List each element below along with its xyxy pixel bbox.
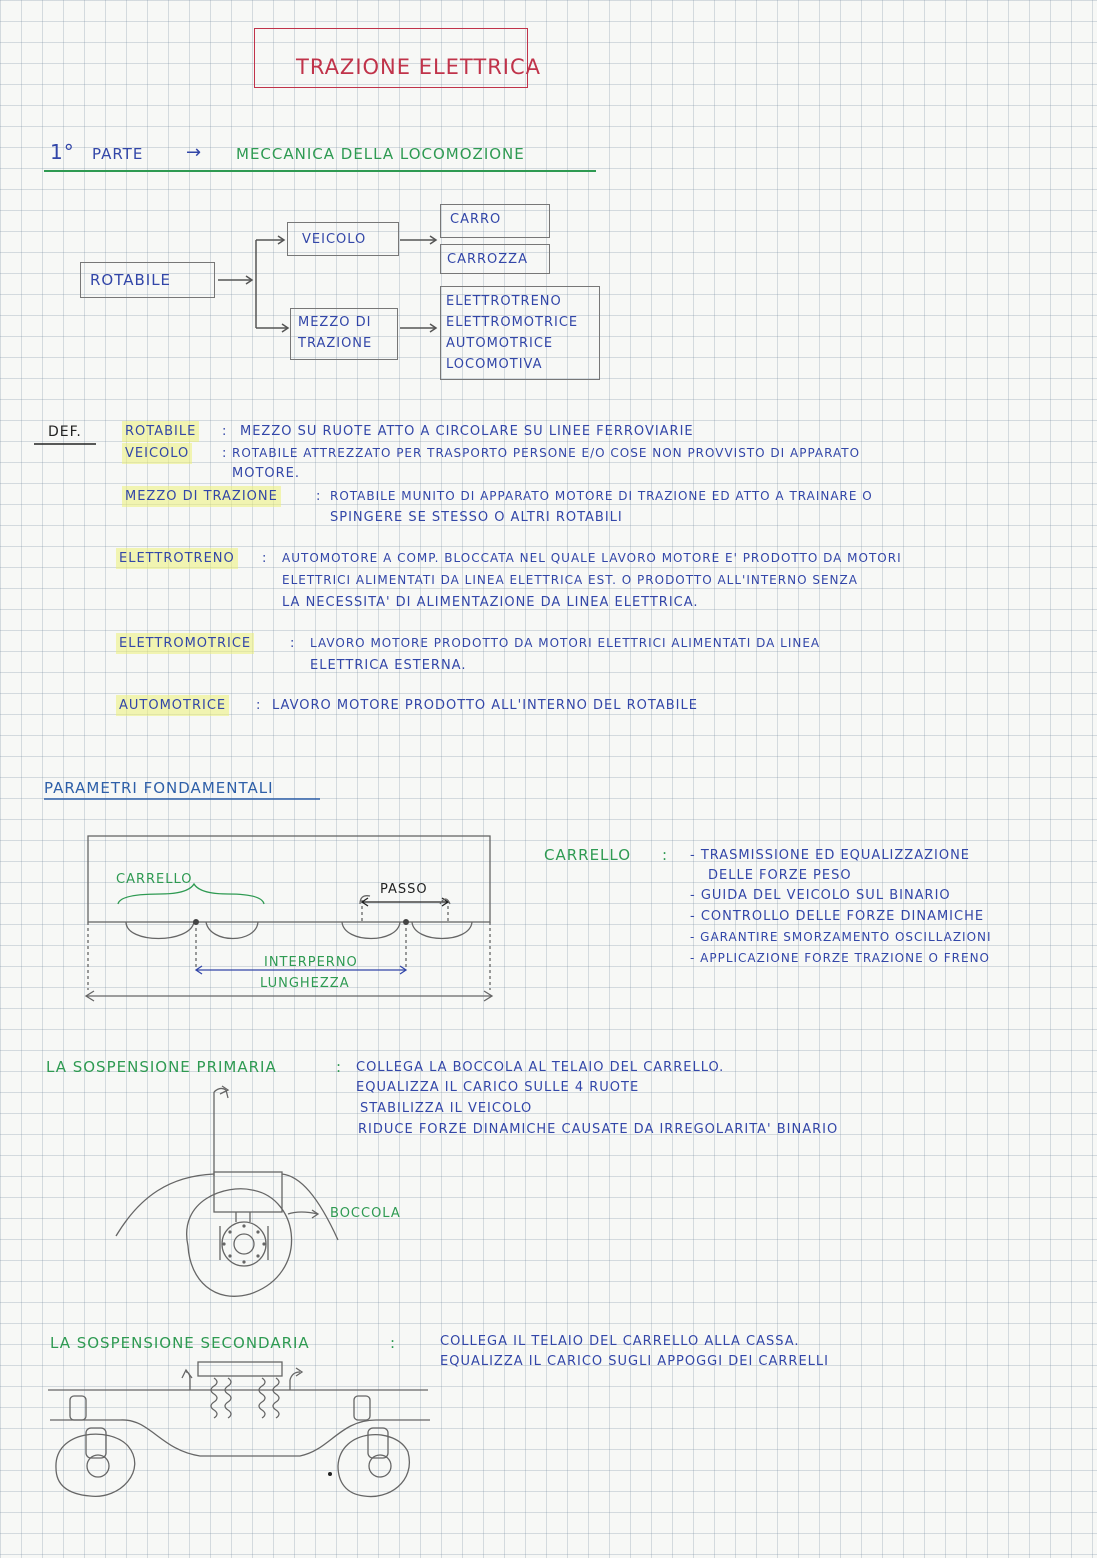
primaria-line-3: STABILIZZA IL VEICOLO [360,1101,533,1116]
carrello-sep: : [662,846,668,864]
mezzo-type-4: LOCOMOTIVA [446,357,543,372]
primaria-line-2: EQUALIZZA IL CARICO SULLE 4 RUOTE [356,1080,640,1095]
secondaria-line-2: EQUALIZZA IL CARICO SUGLI APPOGGI DEI CARRELLI [440,1354,829,1369]
mezzo-label-2: TRAZIONE [298,336,373,351]
primaria-heading: LA SOSPENSIONE PRIMARIA [46,1058,277,1076]
def-sep-rotabile: : [222,424,227,439]
def-text-mezzo-1: ROTABILE MUNITO DI APPARATO MOTORE DI TRAZIONE ED ATTO A TRAINARE O [330,489,873,503]
def-text-elettrotreno-1: AUTOMOTORE A COMP. BLOCCATA NEL QUALE LAVORO MOTORE E' PRODOTTO DA MOTORI [282,551,902,565]
boccola-label: BOCCOLA [330,1206,401,1221]
def-marker: DEF. [48,424,82,440]
carrozza-label: CARROZZA [447,252,528,267]
def-sep-mezzo: : [316,489,321,504]
def-sep-elettrotreno: : [262,551,267,566]
def-text-elettromotrice-2: ELETTRICA ESTERNA. [310,658,467,673]
def-sep-elettromotrice: : [290,636,295,651]
def-text-elettrotreno-2: ELETTRICI ALIMENTATI DA LINEA ELETTRICA EST. O PRODOTTO ALL'INTERNO SENZA [282,573,858,587]
carrello-point-2: - GUIDA DEL VEICOLO SUL BINARIO [690,888,951,903]
mezzo-type-1: ELETTROTRENO [446,294,562,309]
carrello-point-4: - GARANTIRE SMORZAMENTO OSCILLAZIONI [690,930,992,944]
def-text-elettromotrice-1: LAVORO MOTORE PRODOTTO DA MOTORI ELETTRICI ALIMENTATI DA LINEA [310,636,821,650]
veicolo-label: VEICOLO [302,232,367,247]
carrello-point-1: - TRASMISSIONE ED EQUALIZZAZIONE [690,848,971,863]
def-text-veicolo-1: ROTABILE ATTREZZATO PER TRASPORTO PERSONE E/O COSE NON PROVVISTO DI APPARATO [232,446,861,460]
carrello-point-3: - CONTROLLO DELLE FORZE DINAMICHE [690,909,985,924]
secondaria-sep: : [390,1334,396,1352]
section-heading: MECCANICA DELLA LOCOMOZIONE [236,145,525,163]
def-text-veicolo-2: MOTORE. [232,466,301,481]
carrello-point-1b: DELLE FORZE PESO [708,868,852,883]
passo-label: PASSO [380,882,428,897]
def-term-rotabile: ROTABILE [122,421,199,442]
primaria-line-1: COLLEGA LA BOCCOLA AL TELAIO DEL CARRELLO. [356,1060,725,1075]
parametri-heading: PARAMETRI FONDAMENTALI [44,779,274,797]
carrello-label: CARRELLO [116,872,193,887]
def-term-elettrotreno: ELETTROTRENO [116,548,238,569]
def-text-elettrotreno-3: LA NECESSITA' DI ALIMENTAZIONE DA LINEA ELETTRICA. [282,595,699,610]
interperno-label: INTERPERNO [264,955,358,970]
primaria-sep: : [336,1058,342,1076]
def-term-elettromotrice: ELETTROMOTRICE [116,633,254,654]
section-label: PARTE [92,145,144,163]
carro-label: CARRO [450,212,502,227]
def-term-mezzo: MEZZO DI TRAZIONE [122,486,281,507]
def-sep-automotrice: : [256,698,261,713]
def-text-automotrice-1: LAVORO MOTORE PRODOTTO ALL'INTERNO DEL ROTABILE [272,698,698,713]
rotabile-label: ROTABILE [90,271,172,289]
lunghezza-label: LUNGHEZZA [260,976,350,991]
mezzo-type-3: AUTOMOTRICE [446,336,554,351]
page-title: TRAZIONE ELETTRICA [296,55,542,79]
def-text-mezzo-2: SPINGERE SE STESSO O ALTRI ROTABILI [330,510,623,525]
section-arrow: → [186,142,202,163]
secondaria-heading: LA SOSPENSIONE SECONDARIA [50,1334,310,1352]
mezzo-label-1: MEZZO DI [298,315,372,330]
carrello-point-5: - APPLICAZIONE FORZE TRAZIONE O FRENO [690,951,990,965]
def-sep-veicolo: : [222,446,227,461]
mezzo-type-2: ELETTROMOTRICE [446,315,579,330]
primaria-line-4: RIDUCE FORZE DINAMICHE CAUSATE DA IRREGOLARITA' BINARIO [358,1122,839,1137]
section-number: 1° [50,140,75,164]
carrello-term: CARRELLO [544,846,632,864]
secondaria-line-1: COLLEGA IL TELAIO DEL CARRELLO ALLA CASSA. [440,1334,800,1349]
def-term-automotrice: AUTOMOTRICE [116,695,229,716]
def-term-veicolo: VEICOLO [122,443,192,464]
def-text-rotabile-1: MEZZO SU RUOTE ATTO A CIRCOLARE SU LINEE FERROVIARIE [240,424,694,439]
